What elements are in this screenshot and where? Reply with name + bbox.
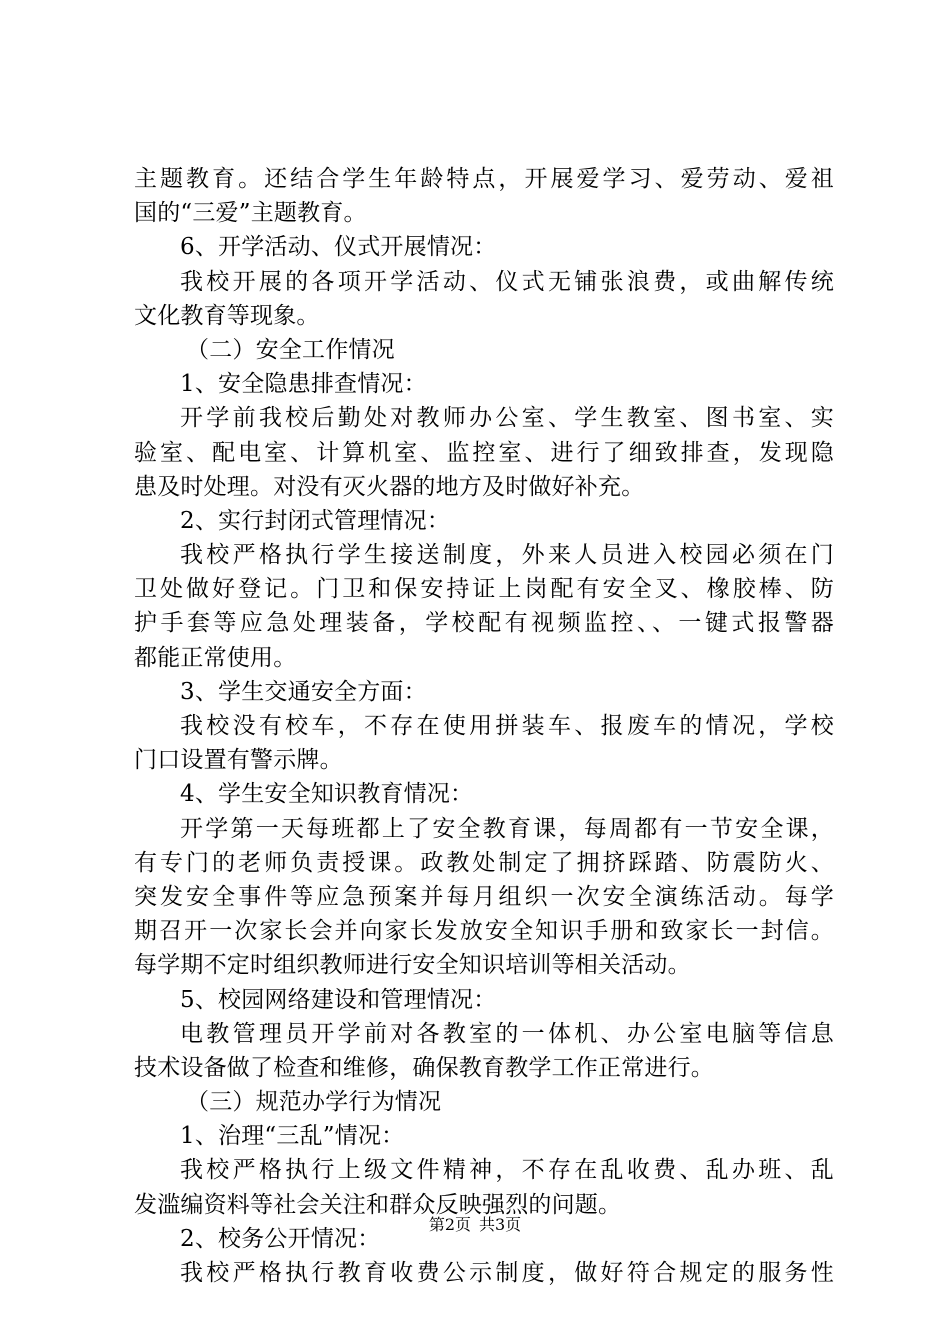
text-line: 每学期不定时组织教师进行安全知识培训等相关活动。 <box>134 952 691 979</box>
section-heading: （二）安全工作情况 <box>186 336 395 363</box>
text-line: 我校没有校车，不存在使用拼装车、报废车的情况，学校 <box>180 713 834 739</box>
text-line: 发滥编资料等社会关注和群众反映强烈的问题。 <box>134 1191 622 1218</box>
text-line: 卫处做好登记。门卫和保安持证上岗配有安全叉、橡胶棒、防 <box>134 576 834 603</box>
text-line: 开学前我校后勤处对教师办公室、学生教室、图书室、实 <box>180 405 834 432</box>
text-line: 电教管理员开学前对各教室的一体机、办公室电脑等信息 <box>180 1020 834 1047</box>
text-line: 我校严格执行学生接送制度，外来人员进入校园必须在门 <box>180 542 834 569</box>
text-line: 主题教育。还结合学生年龄特点，开展爱学习、爱劳动、爱祖 <box>134 166 834 192</box>
text-line: 期召开一次家长会并向家长发放安全知识手册和致家长一封信。 <box>134 918 834 945</box>
page-footer <box>0 1215 950 1235</box>
text-line: 我校严格执行教育收费公示制度，做好符合规定的服务性 <box>180 1260 834 1286</box>
section-heading: 5、校园网络建设和管理情况： <box>180 986 497 1013</box>
document-body <box>134 162 834 1290</box>
section-heading: 2、实行封闭式管理情况： <box>180 507 451 534</box>
section-heading: 4、学生安全知识教育情况： <box>180 781 474 808</box>
text-line: 门口设置有警示牌。 <box>134 747 343 774</box>
text-line: 我校严格执行上级文件精神，不存在乱收费、乱办班、乱 <box>180 1157 834 1184</box>
text-line: 都能正常使用。 <box>134 644 297 671</box>
section-heading: （三）规范办学行为情况 <box>186 1089 442 1116</box>
text-line: 验室、配电室、计算机室、监控室、进行了细致排查，发现隐 <box>134 439 834 466</box>
text-line: 国的“三爱”主题教育。 <box>134 200 367 227</box>
text-line: 患及时处理。对没有灭火器的地方及时做好补充。 <box>134 473 645 500</box>
page-number: 第2页 <box>428 1215 471 1234</box>
text-line: 开学第一天每班都上了安全教育课，每周都有一节安全课， <box>180 815 834 842</box>
text-line: 突发安全事件等应急预案并每月组织一次安全演练活动。每学 <box>134 883 834 910</box>
text-line: 文化教育等现象。 <box>134 302 320 329</box>
section-heading: 6、开学活动、仪式开展情况： <box>180 234 497 261</box>
page-total: 共3页 <box>479 1215 522 1234</box>
section-heading: 2、校务公开情况： <box>180 1225 381 1252</box>
text-line: 我校开展的各项开学活动、仪式无铺张浪费，或曲解传统 <box>180 268 834 295</box>
section-heading: 3、学生交通安全方面： <box>180 678 427 705</box>
text-line: 有专门的老师负责授课。政教处制定了拥挤踩踏、防震防火、 <box>134 849 834 876</box>
text-line: 技术设备做了检查和维修，确保教育教学工作正常进行。 <box>134 1054 714 1081</box>
section-heading: 1、安全隐患排查情况： <box>180 371 427 398</box>
section-heading: 1、治理“三乱”情况： <box>180 1123 405 1150</box>
text-line: 护手套等应急处理装备，学校配有视频监控、、一键式报警器 <box>134 610 834 637</box>
